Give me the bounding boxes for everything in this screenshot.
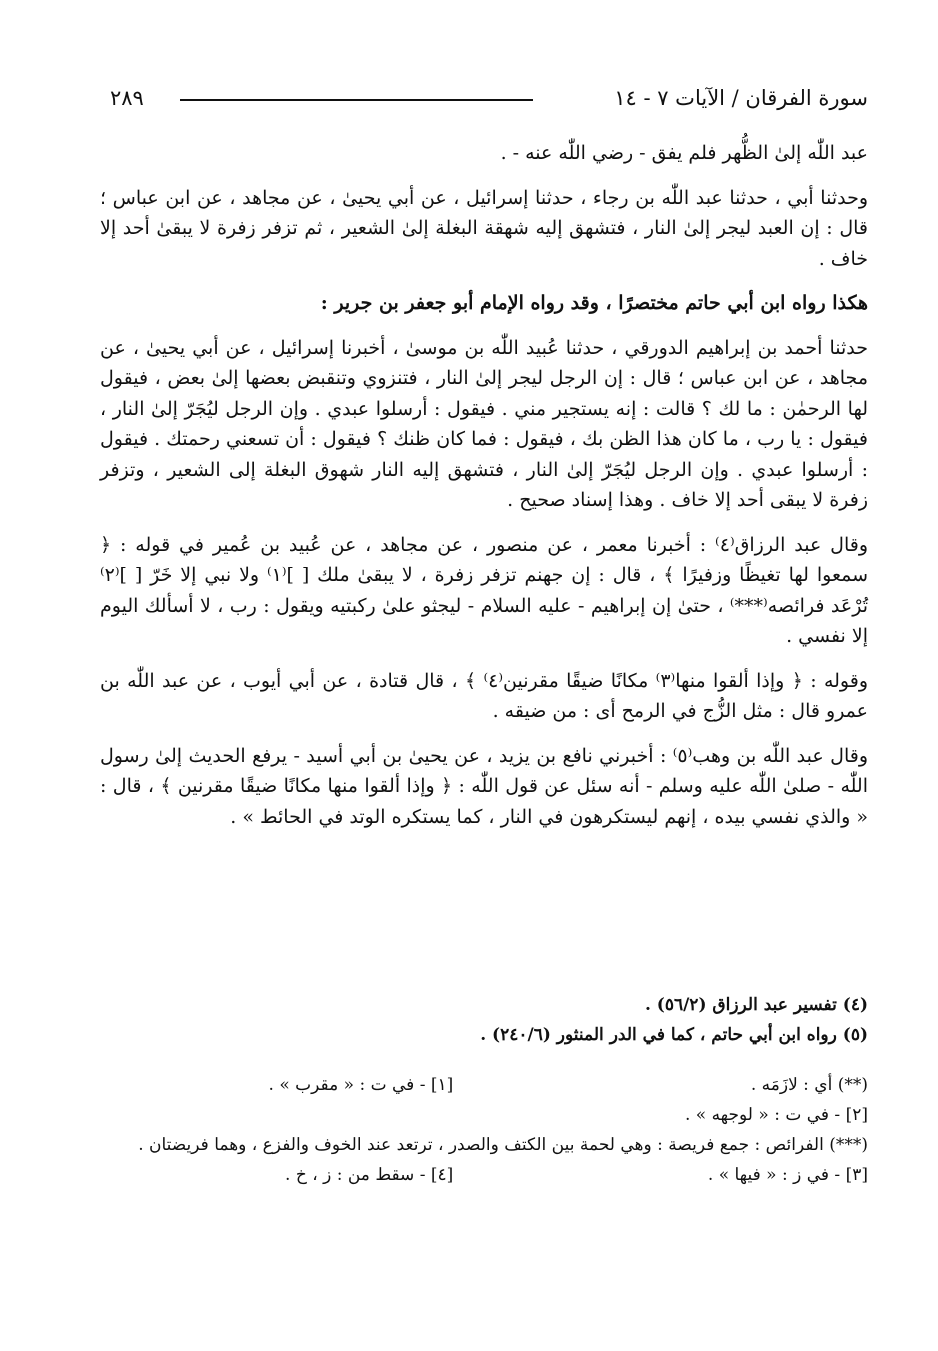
- note-3: [٣] - في ز : « فيها » .: [707, 1165, 868, 1185]
- page-number: ٢٨٩: [110, 86, 144, 110]
- paragraph-2: وحدثنا أبي ، حدثنا عبد اللّٰه بن رجاء ، حدثنا إسرائيل ، عن أبي يحيىٰ ، عن مجاهد ، عن ابن عباس ؛ قال : إن العبد ليجر إلىٰ النار ، فتشهق إليه شهقة البغلة إلىٰ الشعير ، ثم تزفر زفرة لا يبقىٰ أحد إلا خاف .: [100, 186, 868, 270]
- header-rule: [180, 99, 533, 101]
- footnote-gap: [100, 1050, 868, 1070]
- note-1: [١] - في ت : « مقرب » .: [268, 1075, 454, 1095]
- note-double-star: (**) أي : لازَمَه .: [750, 1075, 868, 1095]
- paragraph-5: وقال عبد الرزاق⁽٤⁾ : أخبرنا معمر ، عن منصور ، عن مجاهد ، عن عُبيد بن عُمير في قوله : ﴿ سمعوا لها تغيظًا وزفيرًا ﴾ ، قال : إن جهنم تزفر زفرة ، لا يبقىٰ ملك [ ]⁽١⁾ ولا نبي إلا خَرّ [ ]⁽٢⁾ تُرْعَد فرائصه⁽***⁾ ، حتىٰ إن إبراهيم - عليه السلام - ليجثو علىٰ ركبتيه ويقول : رب ، لا أسألك اليوم إلا نفسي .: [100, 533, 869, 647]
- note-row-1: [100, 1070, 868, 1100]
- footnotes: [100, 990, 868, 1190]
- note-2: [٢] - في ت : « لوجهه » .: [684, 1105, 868, 1125]
- main-text: [100, 138, 868, 846]
- note-triple-star: (***) الفرائص : جمع فريصة : وهي لحمة بين الكتف والصدر ، ترتعد عند الخوف والفزع ، وهما فريضتان .: [138, 1135, 868, 1155]
- footnote-4: (٤) تفسير عبد الرزاق (٥٦/٢) .: [644, 995, 868, 1015]
- note-row-2: [100, 1160, 868, 1190]
- footnote-5: (٥) رواه ابن أبي حاتم ، كما في الدر المنثور (٢٤٠/٦) .: [480, 1025, 868, 1045]
- paragraph-6: وقوله : ﴿ وإذا ألقوا منها⁽٣⁾ مكانًا ضيقًا مقرنين⁽٤⁾ ﴾ ، قال قتادة ، عن أبي أيوب ، عن عبد اللّٰه بن عمرو قال : مثل الزُّج في الرمح أى : من ضيقه .: [100, 669, 868, 722]
- page-header: [110, 86, 868, 116]
- running-title: سورة الفرقان / الآيات ٧ - ١٤: [614, 86, 868, 110]
- paragraph-7: وقال عبد اللّٰه بن وهب⁽٥⁾ : أخبرني نافع بن يزيد ، عن يحيىٰ بن أبي أسيد - يرفع الحديث إلىٰ رسول اللّٰه - صلىٰ اللّٰه عليه وسلم - أنه سئل عن قول اللّٰه : ﴿ وإذا ألقوا منها مكانًا ضيقًا مقرنين ﴾ ، قال : « والذي نفسي بيده ، إنهم ليستكرهون في النار ، كما يستكره الوتد في الحائط » .: [100, 744, 868, 828]
- note-4: [٤] - سقط من : ز ، خ .: [285, 1165, 454, 1185]
- paragraph-3: هكذا رواه ابن أبي حاتم مختصرًا ، وقد رواه الإمام أبو جعفر بن جرير :: [320, 292, 868, 314]
- paragraph-1: عبد اللّٰه إلىٰ الظُّهر فلم يفق - رضي اللّٰه عنه - .: [500, 142, 868, 164]
- paragraph-4: حدثنا أحمد بن إبراهيم الدورقي ، حدثنا عُبيد اللّٰه بن موسىٰ ، أخبرنا إسرائيل ، عن أبي يحيىٰ ، عن مجاهد ، عن ابن عباس ؛ قال : إن الرجل ليجر إلىٰ النار ، فتنزوي وتنقبض بعضها إلىٰ بعض ، فيقول لها الرحمٰن : ما لك ؟ قالت : إنه يستجير مني . فيقول : أرسلوا عبدي . وإن الرجل ليُجَرّ إلىٰ النار ، فيقول : يا رب ، ما كان هذا الظن بك ، فيقول : فما كان ظنك ؟ فيقول : أن تسعني رحمتك . فيقول : أرسلوا عبدي . وإن الرجل ليُجَرّ إلىٰ النار ، فتشهق إليه النار شهوق البغلة إلى الشعير ، وتزفر زفرة لا يبقى أحد إلا خاف . وهذا إسناد صحيح .: [100, 336, 868, 511]
